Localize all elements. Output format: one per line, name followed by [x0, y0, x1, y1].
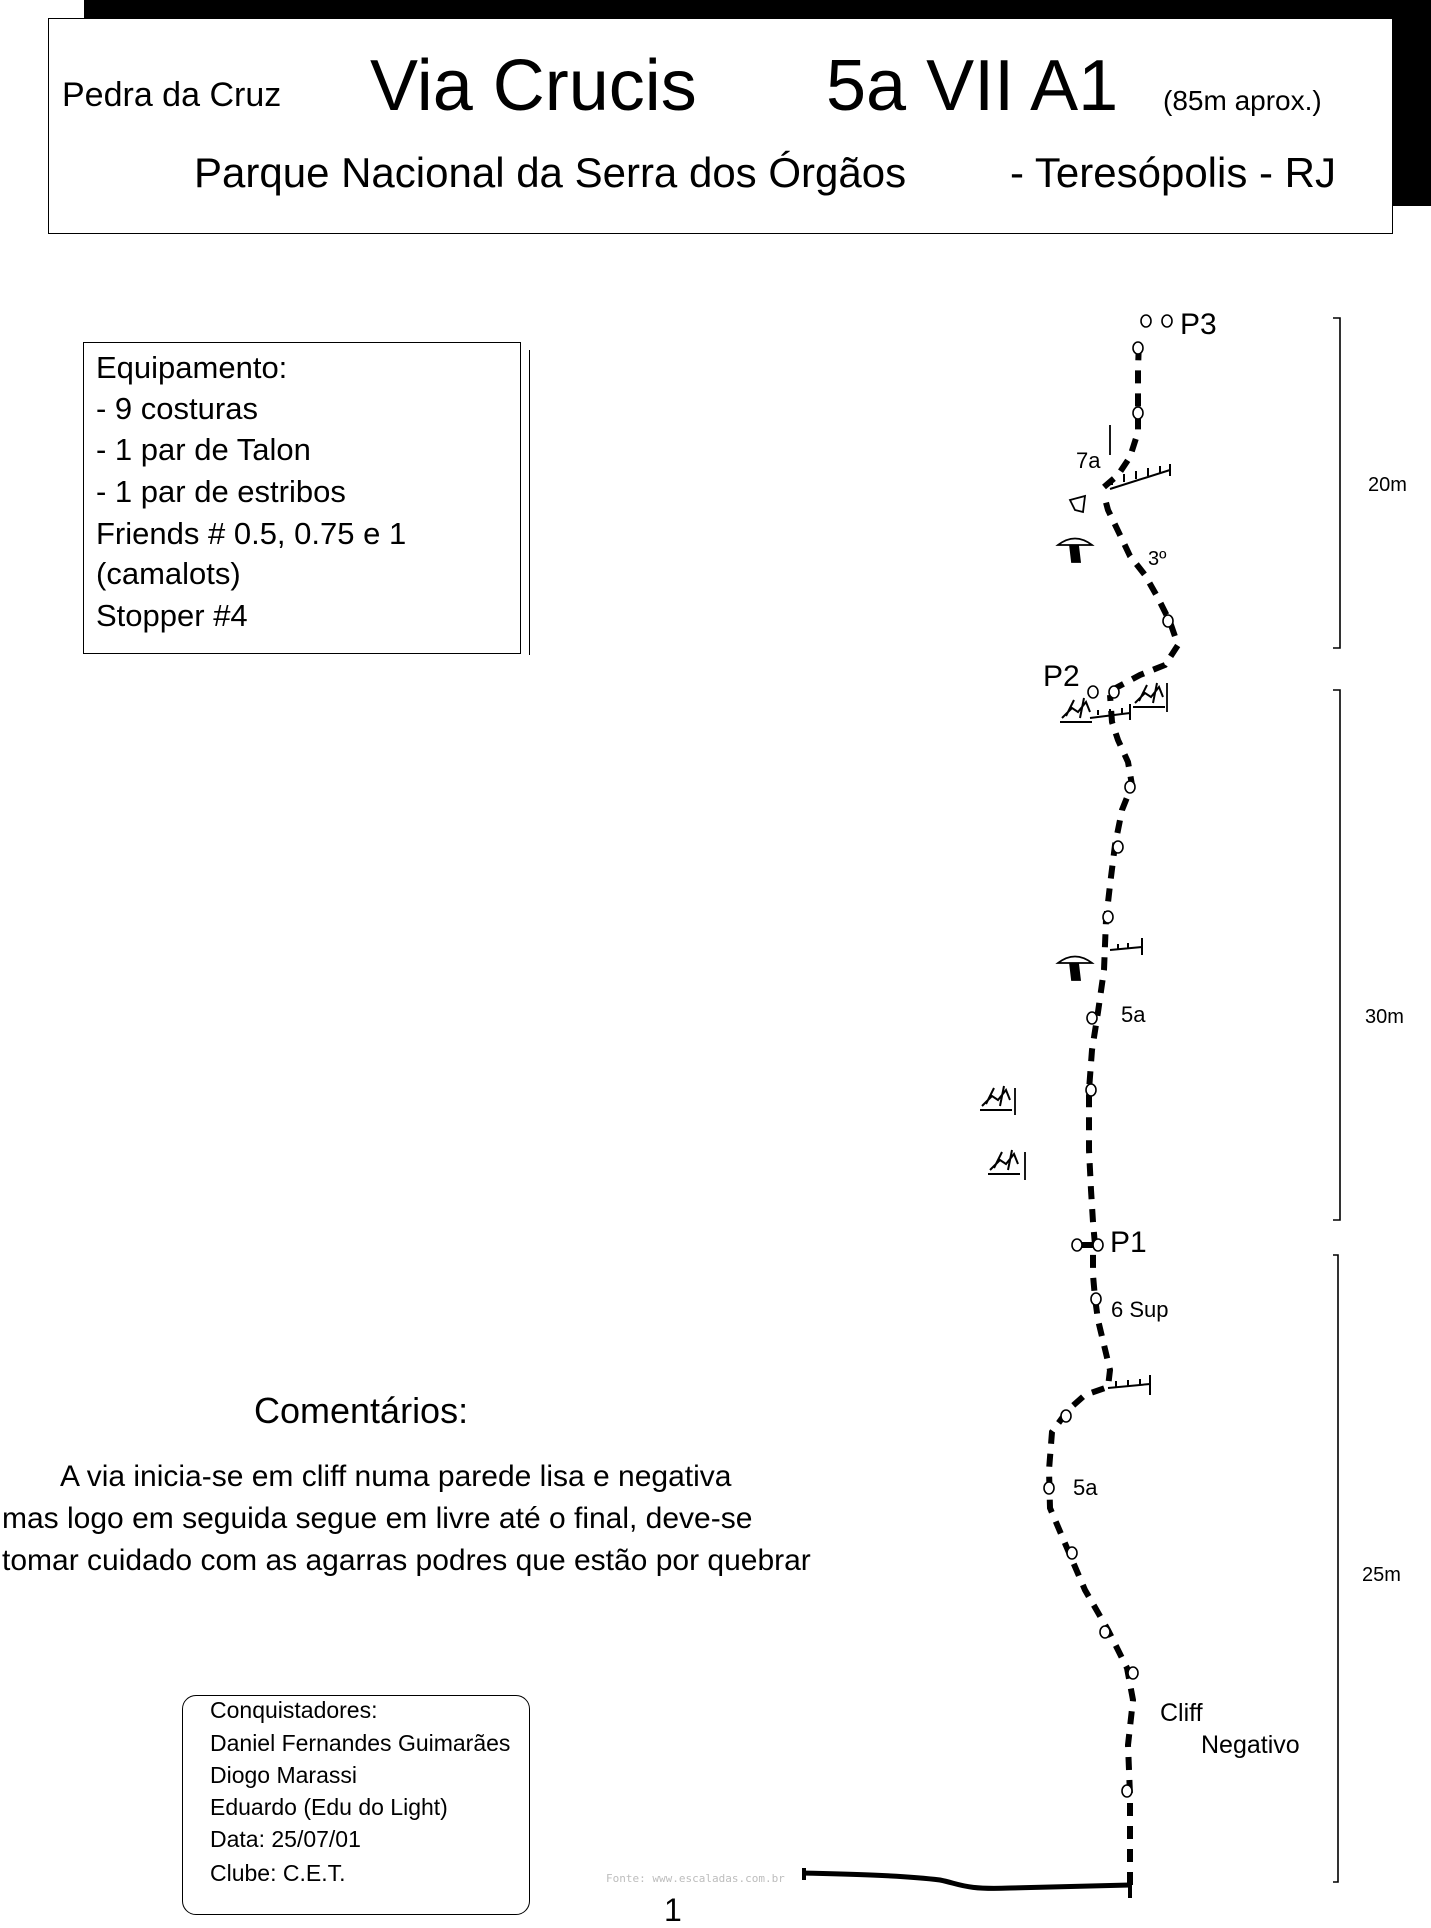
block-icon: [1058, 957, 1092, 964]
block-icon: [1070, 545, 1080, 562]
page-number: 1: [664, 1892, 682, 1928]
comments-title: Comentários:: [254, 1390, 469, 1431]
equipment-item: - 9 costuras: [96, 391, 258, 426]
route-length-note: (85m aprox.): [1163, 85, 1322, 116]
roof-icon: [1110, 938, 1142, 955]
first-ascent-title: Conquistadores:: [210, 1697, 378, 1723]
comment-line: tomar cuidado com as agarras podres que estão por quebrar: [2, 1544, 811, 1577]
start-note-line: Negativo: [1201, 1731, 1300, 1759]
anchor-bolt-icon: [1109, 686, 1119, 698]
equipment-item: - 1 par de estribos: [96, 474, 346, 509]
anchor-bolt-icon: [1162, 315, 1172, 327]
pitch-grade-label: 7a: [1076, 448, 1101, 473]
bolt-icon: [1100, 1626, 1110, 1638]
bush-icon: [988, 1150, 1020, 1174]
bolt-icon: [1067, 1547, 1077, 1559]
block-icon: [1058, 539, 1092, 546]
equipment-item: Stopper #4: [96, 598, 248, 633]
bolt-icon: [1125, 781, 1135, 793]
bolt-icon: [1044, 1482, 1054, 1494]
equipment-item: (camalots): [96, 556, 241, 591]
anchor-bolt-icon: [1072, 1239, 1082, 1251]
pitch-bracket: [1333, 690, 1340, 1220]
pitch-length-label: 20m: [1368, 474, 1407, 496]
first-ascent-date: Data: 25/07/01: [210, 1826, 361, 1852]
location-label: Pedra da Cruz: [62, 76, 282, 114]
anchor-bolt-icon: [1141, 315, 1151, 327]
first-ascent-name: Daniel Fernandes Guimarães: [210, 1730, 511, 1756]
ground-line: [804, 1873, 1130, 1888]
park-name: Parque Nacional da Serra dos Órgãos: [194, 149, 907, 196]
belay-label-p1: P1: [1110, 1226, 1147, 1259]
bolt-icon: [1103, 911, 1113, 923]
pitch-grade-label: 3º: [1148, 548, 1167, 570]
first-ascent-name: Diogo Marassi: [210, 1762, 357, 1788]
equipment-item: - 1 par de Talon: [96, 432, 311, 467]
bush-group: [980, 683, 1165, 1174]
bolt-icon: [1061, 1410, 1071, 1422]
pitch-length-label: 30m: [1365, 1006, 1404, 1028]
anchor-bolt-icon: [1093, 1239, 1103, 1251]
route-name: Via Crucis: [370, 46, 697, 126]
belay-label-p3: P3: [1180, 308, 1217, 341]
pitch-grade-label: 6 Sup: [1111, 1297, 1169, 1322]
comment-line: mas logo em seguida segue em livre até o final, deve-se: [2, 1502, 753, 1535]
comment-line: A via inicia-se em cliff numa parede lisa e negativa: [60, 1460, 732, 1493]
pitch-length-label: 25m: [1362, 1564, 1401, 1586]
pitch-grade-label: 5a: [1073, 1475, 1098, 1500]
block-group: [1058, 496, 1092, 980]
crack-group: [1015, 425, 1167, 1180]
bolt-icon: [1133, 407, 1143, 419]
pitch-bracket: [1333, 318, 1340, 648]
roof-icon: [1110, 464, 1170, 489]
block-icon: [1070, 496, 1085, 512]
route-line: [1089, 695, 1132, 1245]
source-watermark: Fonte: www.escaladas.com.br: [606, 1872, 785, 1885]
route-line: [1049, 1245, 1133, 1885]
bolt-icon: [1122, 1785, 1132, 1797]
pitch-brackets: [1333, 318, 1340, 1882]
pitch-grade-label: 5a: [1121, 1002, 1146, 1027]
first-ascent-club: Clube: C.E.T.: [210, 1860, 346, 1886]
pitch-bracket: [1333, 1255, 1338, 1882]
bolt-icon: [1086, 1084, 1096, 1096]
belay-label-p2: P2: [1043, 660, 1080, 693]
bush-icon: [1060, 698, 1092, 722]
route-line: [1104, 495, 1178, 690]
bush-icon: [1133, 683, 1165, 707]
bush-icon: [980, 1086, 1012, 1110]
city-name: - Teresópolis - RJ: [1010, 149, 1336, 196]
first-ascent-name: Eduardo (Edu do Light): [210, 1794, 448, 1820]
equipment-item: Friends # 0.5, 0.75 e 1: [96, 516, 407, 551]
bolt-icon: [1133, 342, 1143, 354]
bolt-icon: [1128, 1667, 1138, 1679]
bolt-icon: [1087, 1012, 1097, 1024]
roof-icon: [1108, 1375, 1150, 1395]
bolt-icon: [1113, 841, 1123, 853]
bolt-icon: [1091, 1293, 1101, 1305]
anchor-bolt-icon: [1088, 686, 1098, 698]
route-grade: 5a VII A1: [826, 46, 1119, 126]
bolt-icon: [1163, 615, 1173, 627]
block-icon: [1070, 963, 1080, 980]
equipment-title: Equipamento:: [96, 350, 288, 385]
start-note-line: Cliff: [1160, 1699, 1203, 1727]
